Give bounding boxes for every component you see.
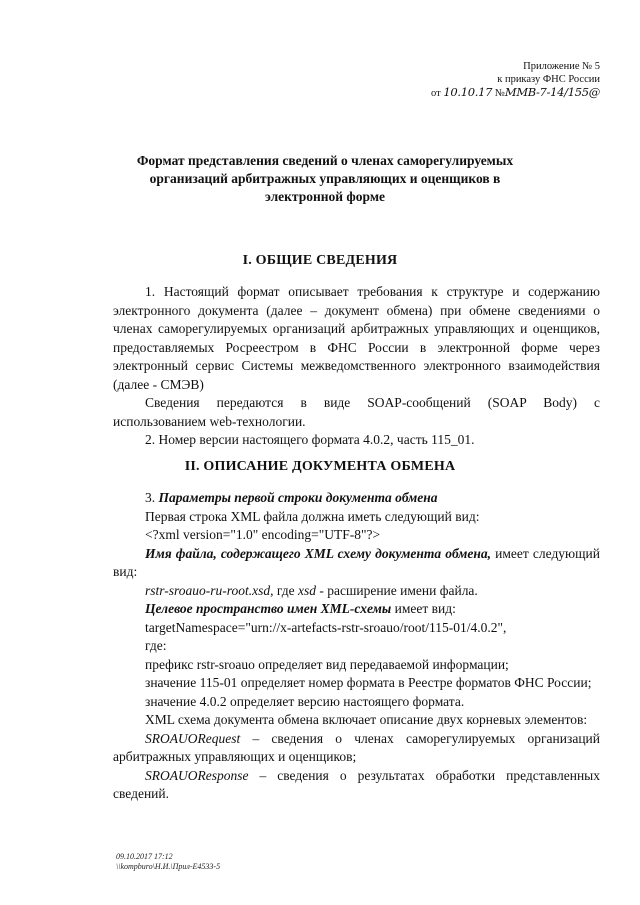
namespace-label: Целевое пространство имен XML-схемы — [145, 601, 392, 616]
section-1-paragraph-2: Сведения передаются в виде SOAP-сообщений (SOAP Body) с использованием web-технологии. — [113, 395, 600, 429]
response-element-name: SROAUOResponse — [145, 767, 249, 783]
section-1-paragraph-1: 1. Настоящий формат описывает требования к структуре и содержанию электронного документа (далее – документ обмена) при обмене сведениями о членах саморегулируемых организаций арбитражных управляющих и оценщиков, предоставляемых Росреестром в ФНС России в электронной форме через электронный сервис Системы межведомственного электронного взаимодействия (далее - СМЭВ) — [113, 284, 600, 392]
prefix-line: префикс rstr-sroauo определяет вид передаваемой информации; — [145, 656, 509, 672]
title-line-3: электронной форме — [264, 189, 386, 204]
response-element-text: – сведения о результатах обработки представленных сведений. — [113, 767, 600, 801]
xml-schema-line: XML схема документа обмена включает описание двух корневых элементов: — [145, 712, 588, 727]
annex-date-prefix: от — [431, 88, 441, 99]
filename-label: Имя файла, содержащего XML схему документа обмена, — [145, 545, 492, 561]
namespace-paragraph — [113, 600, 600, 619]
item-3-title: Параметры первой строки документа обмена — [158, 490, 438, 505]
request-element-line — [113, 730, 600, 767]
request-element-name: SROAUORequest — [145, 730, 241, 746]
namespace-rest: имеет вид: — [391, 601, 456, 616]
item-3-heading — [113, 489, 600, 508]
annex-line-2: к приказу ФНС России — [497, 74, 600, 85]
annex-line-1: Приложение № 5 — [523, 61, 600, 72]
section-2-heading: II. ОПИСАНИЕ ДОКУМЕНТА ОБМЕНА — [184, 459, 456, 474]
filename-value: rstr-sroauo-ru-root.xsd — [145, 582, 271, 598]
document-title — [90, 152, 560, 206]
footer-stamp — [116, 852, 220, 872]
version-line: значение 4.0.2 определяет версию настоящего формата. — [145, 693, 465, 709]
filename-paragraph — [113, 545, 600, 582]
filename-rest: имеет следующий вид: — [113, 545, 600, 579]
section-1-paragraph-3: 2. Номер версии настоящего формата 4.0.2, часть 115_01. — [145, 432, 475, 447]
filename-tail: - расширение имени файла. — [315, 582, 478, 598]
annex-line-3 — [360, 86, 600, 100]
filename-value-line — [113, 582, 600, 601]
namespace-value: targetNamespace="urn://x-artefacts-rstr-sroauo/root/115-01/4.0.2", — [145, 619, 507, 635]
section-2-body — [113, 489, 600, 804]
annex-number-prefix: № — [494, 88, 505, 99]
first-line-text: Первая строка XML файла должна иметь следующий вид: — [145, 508, 480, 524]
title-line-1: Формат представления сведений о членах саморегулируемых — [136, 153, 514, 168]
title-line-2: организаций арбитражных управляющих и оценщиков в — [149, 171, 501, 186]
item-3-number: 3. — [145, 490, 156, 505]
annex-date-handwritten: 10.10.17 — [443, 85, 493, 99]
format-number-line: значение 115-01 определяет номер формата в Реестре форматов ФНС России; — [145, 675, 592, 690]
section-1-body — [113, 283, 600, 450]
footer-filepath: \\kompburo\Н.И.\Прил-Е4533-5 — [116, 862, 221, 871]
response-element-line — [113, 767, 600, 804]
annex-number-handwritten: ММВ-7-14/155@ — [504, 85, 600, 99]
request-element-text: – сведения о членах саморегулируемых организаций арбитражных управляющих и оценщиков; — [113, 730, 600, 764]
section-1-heading: I. ОБЩИЕ СВЕДЕНИЯ — [242, 253, 398, 268]
xsd-extension: xsd — [297, 582, 316, 598]
xml-declaration: <?xml version="1.0" encoding="UTF-8"?> — [145, 527, 381, 542]
annex-block — [360, 60, 600, 100]
filename-mid: , где — [270, 582, 298, 598]
footer-datetime: 09.10.2017 17:12 — [116, 852, 173, 861]
where-label: где: — [145, 638, 167, 653]
